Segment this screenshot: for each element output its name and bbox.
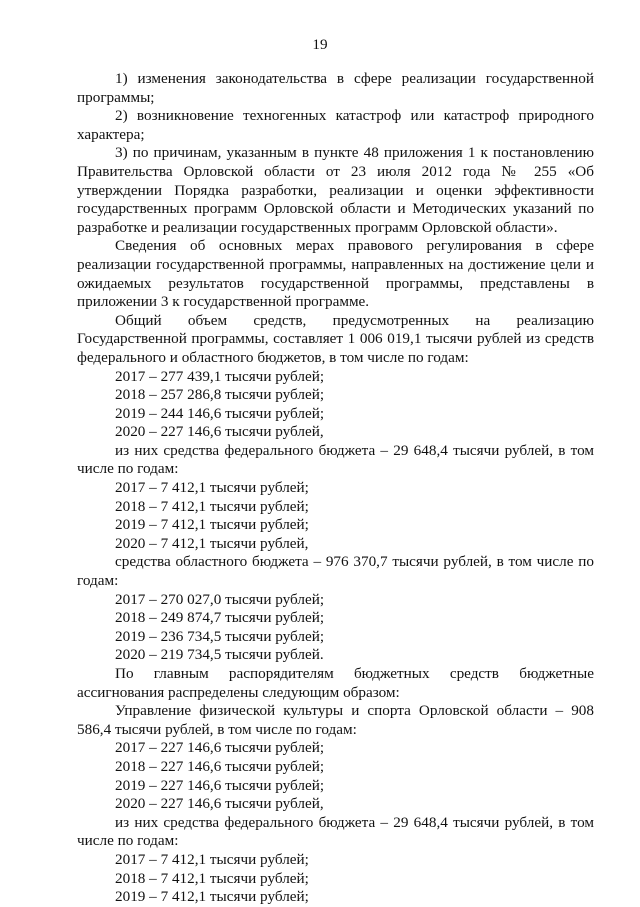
paragraph-distributors: По главным распорядителям бюджетных средств бюджетные ассигнования распределены следующим образом: <box>77 665 594 701</box>
list-item: 2019 – 244 146,6 тысячи рублей; <box>115 404 325 422</box>
page-number: 19 <box>312 36 328 53</box>
list-item: 2019 – 236 734,5 тысячи рублей; <box>115 627 325 645</box>
list-item: 2019 – 227 146,6 тысячи рублей; <box>115 776 325 794</box>
list-item: 2017 – 277 439,1 тысячи рублей; <box>115 367 325 385</box>
paragraph-4: Сведения об основных мерах правового регулирования в сфере реализации государственной программы, направленных на достижение цели и ожидаемых результатов государственной программы, представлены в приложении 3 к государственной программе. <box>77 237 594 311</box>
paragraph-3: 3) по причинам, указанным в пункте 48 приложения 1 к постановлению Правительства Орловской области от 23 июля 2012 года № 255 «Об утверждении Порядка разработки, реализации и оценки эффективности государственных программ Орловской области и Методических указаний по разработке и реализации государственных программ Орловской области». <box>77 144 594 236</box>
list-item: 2018 – 227 146,6 тысячи рублей; <box>115 757 325 775</box>
list-item: 2018 – 257 286,8 тысячи рублей; <box>115 386 325 404</box>
list-item: 2020 – 227 146,6 тысячи рублей, <box>115 795 324 813</box>
list-item: 2019 – 7 412,1 тысячи рублей; <box>115 516 309 534</box>
list-item: 2020 – 7 412,1 тысячи рублей, <box>115 534 309 552</box>
document-body <box>77 70 594 907</box>
paragraph-federal-2: из них средства федерального бюджета – 29 648,4 тысячи рублей, в том числе по годам: <box>77 813 594 850</box>
list-item: 2020 – 219 734,5 тысячи рублей. <box>115 646 324 664</box>
list-item: 2019 – 7 412,1 тысячи рублей; <box>115 888 309 906</box>
list-item: 2018 – 7 412,1 тысячи рублей; <box>115 869 309 887</box>
paragraph-2: 2) возникновение техногенных катастроф или катастроф природного характера; <box>77 107 594 143</box>
paragraph-5: Общий объем средств, предусмотренных на реализацию Государственной программы, составляет 1 006 019,1 тысячи рублей из средств федерального и областного бюджетов, в том числе по годам: <box>77 311 594 366</box>
list-item: 2020 – 227 146,6 тысячи рублей, <box>115 423 324 441</box>
paragraph-1: 1) изменения законодательства в сфере реализации государственной программы; <box>77 70 594 106</box>
paragraph-federal: из них средства федерального бюджета – 29 648,4 тысячи рублей, в том числе по годам: <box>77 441 594 478</box>
paragraph-sport-office: Управление физической культуры и спорта Орловской области – 908 586,4 тысячи рублей, в том числе по годам: <box>77 702 594 738</box>
list-item: 2018 – 249 874,7 тысячи рублей; <box>115 609 325 627</box>
list-item: 2017 – 7 412,1 тысячи рублей; <box>115 479 309 497</box>
list-item: 2018 – 7 412,1 тысячи рублей; <box>115 497 309 515</box>
list-item: 2017 – 270 027,0 тысячи рублей; <box>115 590 325 608</box>
list-item: 2017 – 7 412,1 тысячи рублей; <box>115 850 309 868</box>
paragraph-regional: средства областного бюджета – 976 370,7 тысячи рублей, в том числе по годам: <box>77 553 594 590</box>
list-item: 2017 – 227 146,6 тысячи рублей; <box>115 739 325 757</box>
